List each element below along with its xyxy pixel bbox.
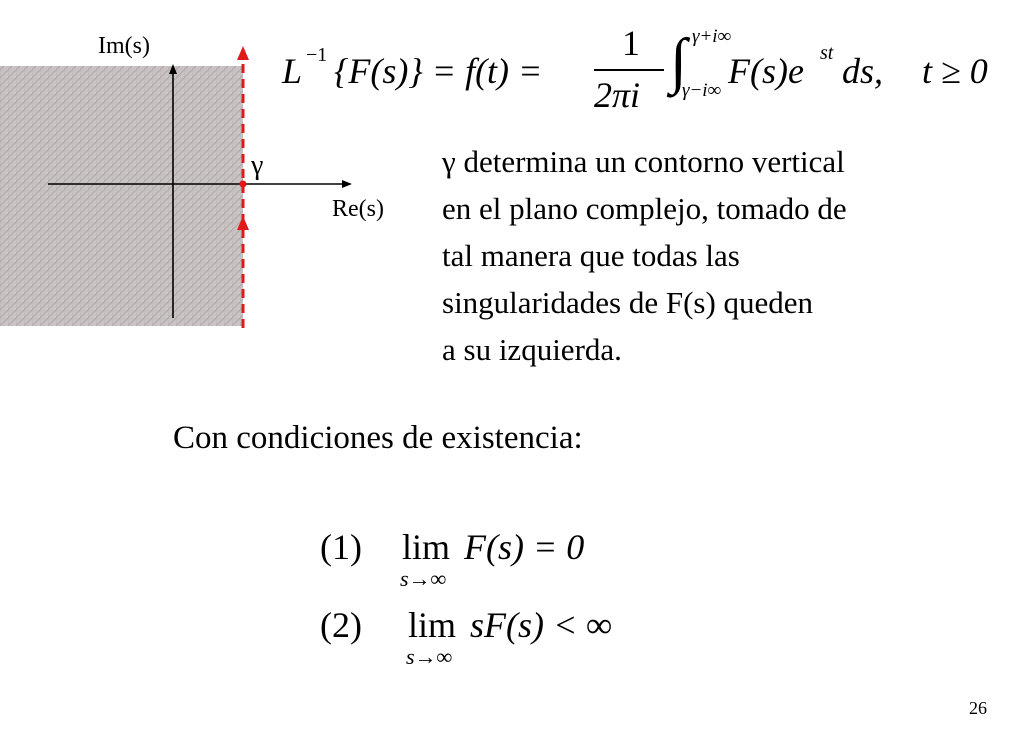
formula-integrand-exponent: st — [820, 42, 834, 64]
description-line: en el plano complejo, tomado de — [442, 191, 847, 226]
description-line: tal manera que todas las — [442, 238, 740, 273]
contour-arrow-top — [237, 46, 249, 60]
description-line: a su izquierda. — [442, 332, 622, 367]
formula-L-exponent: −1 — [306, 44, 328, 66]
description-line: singularidades de F(s) queden — [442, 285, 814, 320]
inverse-laplace-formula — [282, 22, 1012, 115]
formula-integrand: F(s)e — [728, 51, 804, 91]
integral-upper-limit: γ+i∞ — [692, 26, 732, 47]
re-axis-label: Re(s) — [332, 196, 384, 222]
integral-lower-limit: γ−i∞ — [682, 80, 722, 101]
condition-1-lim: lim — [402, 527, 451, 567]
im-axis-label: Im(s) — [98, 33, 150, 59]
formula-condition: t ≥ 0 — [922, 51, 988, 91]
condition-2-lim: lim — [408, 605, 457, 645]
real-axis-arrow — [342, 180, 352, 188]
condition-1-expression: F(s) = 0 — [464, 527, 585, 567]
formula-lhs: {F(s)} = f(t) = — [334, 51, 543, 91]
integral-sign: ∫ — [670, 27, 687, 95]
fraction-bar — [594, 69, 664, 71]
gamma-description — [442, 138, 1002, 373]
condition-2-subscript: s→∞ — [406, 644, 453, 669]
description-line: γ determina un contorno vertical — [442, 144, 845, 179]
formula-numerator: 1 — [622, 23, 640, 63]
condition-2-number: (2) — [320, 605, 362, 645]
shaded-region — [0, 66, 243, 326]
page-number: 26 — [969, 698, 987, 718]
condition-1-number: (1) — [320, 527, 362, 567]
gamma-label: γ — [251, 150, 264, 181]
formula-integrand-end: ds, — [842, 51, 884, 91]
formula-denominator: 2πi — [594, 75, 641, 115]
conditions-title: Con condiciones de existencia: — [173, 420, 583, 456]
condition-1-subscript: s→∞ — [400, 566, 447, 591]
gamma-point — [240, 181, 247, 188]
formula-L: L — [282, 51, 303, 91]
condition-2-expression: sF(s) < ∞ — [470, 605, 612, 645]
